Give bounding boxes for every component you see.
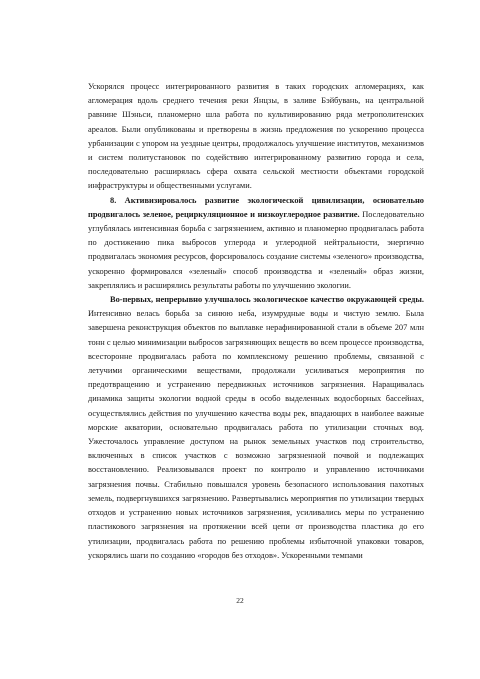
- first-body: Интенсивно велась борьба за синюю небa, изумрудные воды и чистую землю. Была завершена реконструкция объектов по выплавке нерафинированной стали в объеме 207 млн тонн с целью минимизации выбросов загрязняющих веществ во всем процессе производства, всесторонне продвигалась работа по комплексному решению проблемы, связанной с летучими органическими веществами, продолжали усиливаться мероприятия по предотвращению и устранению передвижных источников загрязнения. Наращивалась динамика защиты экологии водной среды в особо выделенных водосборных бассейнах, осуществлялись действия по улучшению качества воды рек, впадающих в наиболее важные морские акватории, основательно продвигалась работа по утилизации сточных вод. Ужесточалось управление доступом на рынок земельных участков под строительство, включенных в список участков с возможно загрязненной почвой и подлежащих восстановлению. Реализовывался проект по контролю и управлению источниками загрязнения почвы. Стабильно повышался уровень безопасного использования пахотных земель, подвергнувшихся загрязнению. Развертывались мероприятия по утилизации твердых отходов и устранению новых источников загрязнения, усиливались меры по устранению пластикового загрязнения на протяжении всей цепи от производства пластика до его утилизации, продвигалась работа по решению проблемы избыточной упаковки товаров, ускорялись шаги по созданию «городов без отходов». Ускоренными темпами: [88, 309, 424, 560]
- paragraph-agglomerations: Ускорялся процесс интегрированного развития в таких городских агломерациях, как агломерация вдоль среднего течения реки Янцзы, в заливе Бэйбувань, на центральной равнине Шэньси, планомерно шла работа по культивированию ряда метрополитенских ареалов. Были опубликованы и претворены в жизнь предложения по ускорению процесса урбанизации с упором на уездные центры, продолжалось улучшение институтов, механизмов и систем политустановок по содействию интегрированному развитию города и села, последовательно расширялась сфера охвата сельской местности объектами городской инфраструктуры и общественными услугами.: [88, 82, 424, 191]
- page-number: 22: [236, 596, 244, 605]
- section-8-body: Последовательно углублялась интенсивная борьба с загрязнением, активно и планомерно продвигалась работа по достижению пика выбросов углерода и углеродной нейтральности, энергично продвигалась экономия ресурсов, форсировалось создание системы «зеленого» производства, ускоренно формировался «зеленый» способ производства и «зеленый» образ жизни, закреплялись и расширялись результаты работы по улучшению экологии.: [88, 209, 425, 290]
- first-heading: Во-первых, непрерывно улучшалось экологическое качество окружающей среды.: [110, 295, 424, 305]
- section-8-heading: 8. Активизировалось развитие экологической цивилизации, основательно продвигалось зеленое, рециркуляционное и низкоуглеродное развитие.: [88, 195, 424, 219]
- paragraph-first: [88, 293, 424, 563]
- body-text: [88, 80, 424, 563]
- paragraph-section-8: [88, 194, 424, 293]
